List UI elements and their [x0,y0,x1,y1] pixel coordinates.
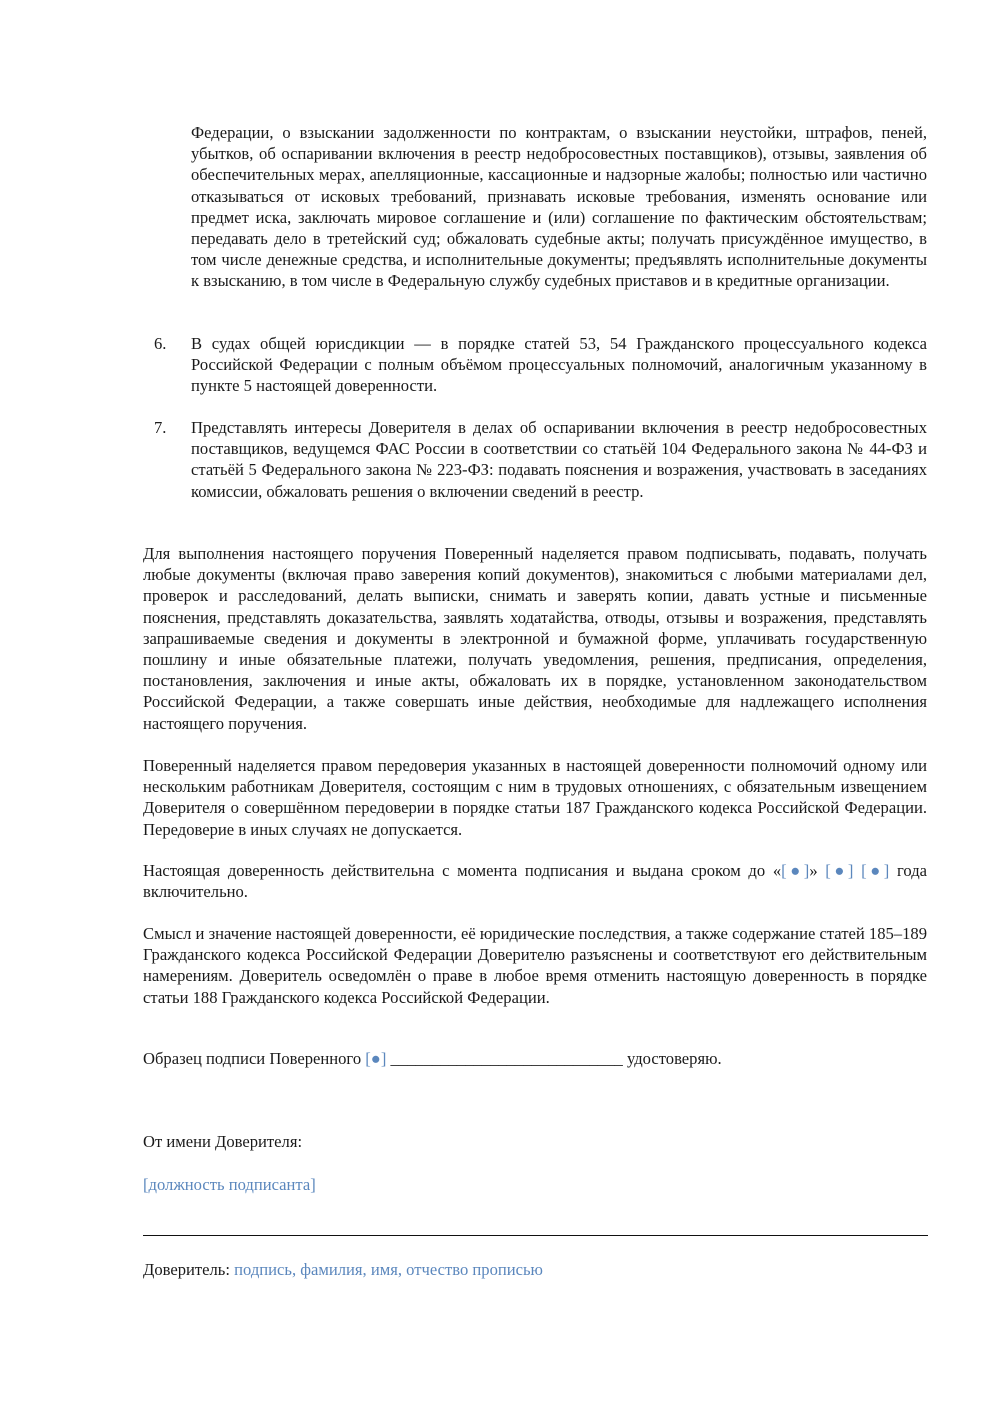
delegation-paragraph: Поверенный наделяется правом передоверия указанных в настоящей доверенности полномочий одному или нескольким работникам Доверителя, состоящим с ним в трудовых отношениях, с обязательным извещением Доверителя о совершённом передоверии в порядке статьи 187 Гражданского кодекса Российской Федерации. Передоверие в иных случаях не допускается. [143,756,927,839]
list-number: 7. [154,418,167,437]
signature-rule [143,1235,928,1236]
list-number: 6. [154,334,167,353]
validity-paragraph [143,860,927,902]
list-item-7 [143,417,927,502]
validity-year-placeholder: [●] [861,861,890,880]
principal-label: Доверитель: [143,1260,235,1279]
signatory-position-placeholder: [должность подписанта] [143,1175,316,1194]
principal-signature-placeholder: подпись, фамилия, имя, отчество прописью [234,1260,543,1279]
list-item-text: Представлять интересы Доверителя в делах об оспаривании включения в реестр недобросовестных поставщиков, ведущемся ФАС России в соответствии со статьёй 104 Федерального закона № 44-ФЗ и статьёй 5 Федерального закона № 223-ФЗ: подавать пояснения и возражения, участвовать в заседаниях комиссии, обжаловать решения о включении сведений в реестр. [191,418,927,501]
principal-signature-line [143,1259,543,1280]
meaning-paragraph: Смысл и значение настоящей доверенности, её юридические последствия, а также содержание статей 185–189 Гражданского кодекса Российской Федерации Доверителю разъяснены и соответствуют его действительным намерениям. Доверитель осведомлён о праве в любое время отменить настоящую доверенность в порядке статьи 188 Гражданского кодекса Российской Федерации. [143,924,927,1007]
signature-sample-prefix: Образец подписи Поверенного [143,1049,366,1068]
validity-text-space [853,861,861,880]
signature-blank: ____________________________ [386,1049,627,1068]
continuation-paragraph: Федерации, о взыскании задолженности по контрактам, о взыскании неустойки, штрафов, пеней, убытков, об оспаривании включения в реестр недобросовестных поставщиков), отзывы, заявления об обеспечительных мерах, апелляционные, кассационные и надзорные жалобы; полностью или частично отказываться от исковых требований, признавать исковые требования, изменять основание или предмет иска, заключать мировое соглашение и (или) соглашение по фактическим обстоятельствам; передавать дело в третейский суд; обжаловать судебные акты; получать присуждённое имущество, в том числе денежные средства, и исполнительные документы; предъявлять исполнительные документы к взысканию, в том числе в Федеральную службу судебных приставов и в кредитные организации. [191,123,927,291]
validity-text-end: года включительно. [143,861,928,902]
list-item-6 [143,333,927,397]
list-item-text: В судах общей юрисдикции — в порядке статей 53, 54 Гражданского процессуального кодекса Российской Федерации с полным объёмом процессуальных полномочий, аналогичным указанному в пункте 5 настоящей доверенности. [191,334,927,396]
validity-day-placeholder: [●] [781,861,810,880]
powers-paragraph: Для выполнения настоящего поручения Поверенный наделяется правом подписывать, подавать, получать любые документы (включая право заверения копий документов), знакомиться с любыми материалами дел, проверок и расследований, делать выписки, снимать и заверять копии, давать устные и письменные пояснения, представлять доказательства, заявлять ходатайства, отводы, отзывы и возражения, представлять запрашиваемые сведения и документы в электронной и бумажной форме, уплачивать государственную пошлину и иные обязательные платежи, получать уведомления, решения, предписания, определения, постановления, заключения и иные акты, обжаловать их в порядке, установленном законодательством Российской Федерации, а также совершать иные действия, необходимые для надлежащего исполнения настоящего поручения. [143,544,927,733]
validity-month-placeholder: [●] [825,861,854,880]
attorney-name-placeholder: [●] [365,1049,387,1068]
on-behalf-label: От имени Доверителя: [143,1132,303,1151]
validity-text-mid: » [809,861,826,880]
signature-sample-line [143,1048,722,1069]
validity-text-start: Настоящая доверенность действительна с момента подписания и выдана сроком до « [143,861,782,880]
signature-sample-suffix: удостоверяю. [626,1049,722,1068]
